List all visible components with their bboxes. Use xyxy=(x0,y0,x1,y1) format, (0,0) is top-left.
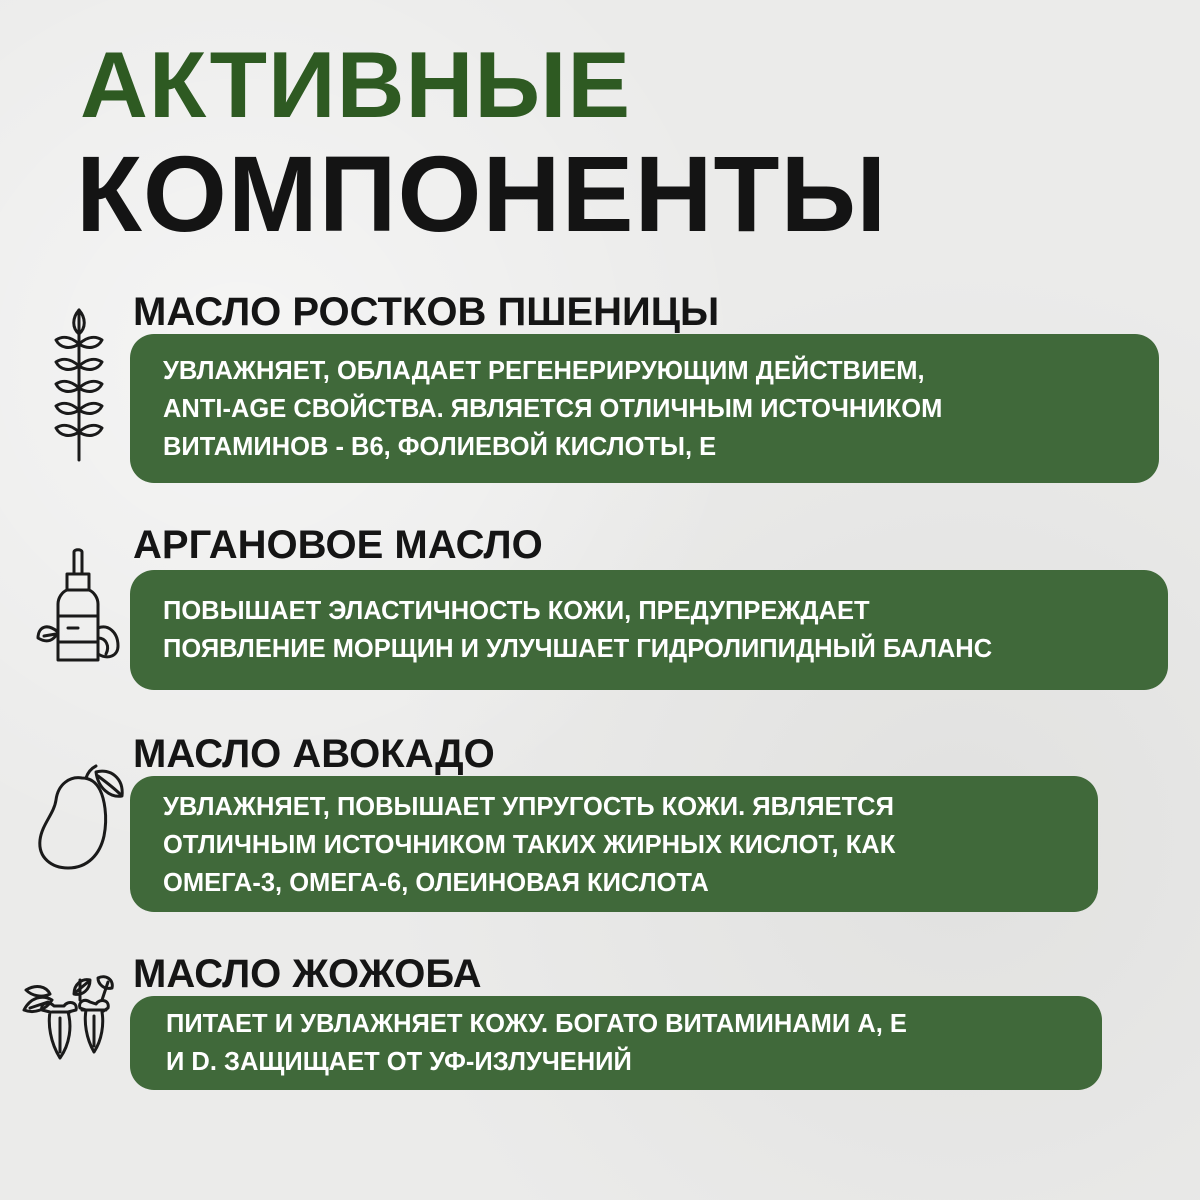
title-line-2: КОМПОНЕНТЫ xyxy=(76,133,888,254)
description-line: УВЛАЖНЯЕТ, ОБЛАДАЕТ РЕГЕНЕРИРУЮЩИМ ДЕЙСТВИЕМ, xyxy=(163,357,925,385)
description-line: ОМЕГА-3, ОМЕГА-6, ОЛЕИНОВАЯ КИСЛОТА xyxy=(163,869,709,897)
description-line: ВИТАМИНОВ - В6, ФОЛИЕВОЙ КИСЛОТЫ, Е xyxy=(163,433,717,461)
description-line: ПИТАЕТ И УВЛАЖНЯЕТ КОЖУ. БОГАТО ВИТАМИНАМИ А, Е xyxy=(166,1010,907,1038)
item-description-box-avocado xyxy=(130,776,1098,912)
jojoba-icon xyxy=(20,972,124,1064)
item-heading-argan: АРГАНОВОЕ МАСЛО xyxy=(133,523,543,567)
wheat-icon xyxy=(48,302,110,462)
description-line: ОТЛИЧНЫМ ИСТОЧНИКОМ ТАКИХ ЖИРНЫХ КИСЛОТ, КАК xyxy=(163,831,896,859)
item-heading-wheat: МАСЛО РОСТКОВ ПШЕНИЦЫ xyxy=(133,290,720,334)
item-heading-jojoba: МАСЛО ЖОЖОБА xyxy=(133,952,482,996)
title-line-1: АКТИВНЫЕ xyxy=(80,32,632,137)
description-line: ANTI-AGE СВОЙСТВА. ЯВЛЯЕТСЯ ОТЛИЧНЫМ ИСТОЧНИКОМ xyxy=(163,395,943,423)
description-line: ПОВЫШАЕТ ЭЛАСТИЧНОСТЬ КОЖИ, ПРЕДУПРЕЖДАЕТ xyxy=(163,597,870,625)
avocado-icon xyxy=(34,764,130,872)
dropper-bottle-icon xyxy=(34,548,126,664)
item-heading-avocado: МАСЛО АВОКАДО xyxy=(133,732,495,776)
description-line: ПОЯВЛЕНИЕ МОРЩИН И УЛУЧШАЕТ ГИДРОЛИПИДНЫЙ БАЛАНС xyxy=(163,635,993,663)
item-description-box-jojoba xyxy=(130,996,1102,1090)
item-description-box-argan xyxy=(130,570,1168,690)
item-description-box-wheat xyxy=(130,334,1159,483)
description-line: УВЛАЖНЯЕТ, ПОВЫШАЕТ УПРУГОСТЬ КОЖИ. ЯВЛЯЕТСЯ xyxy=(163,793,894,821)
description-line: И D. ЗАЩИЩАЕТ ОТ УФ-ИЗЛУЧЕНИЙ xyxy=(166,1048,632,1076)
